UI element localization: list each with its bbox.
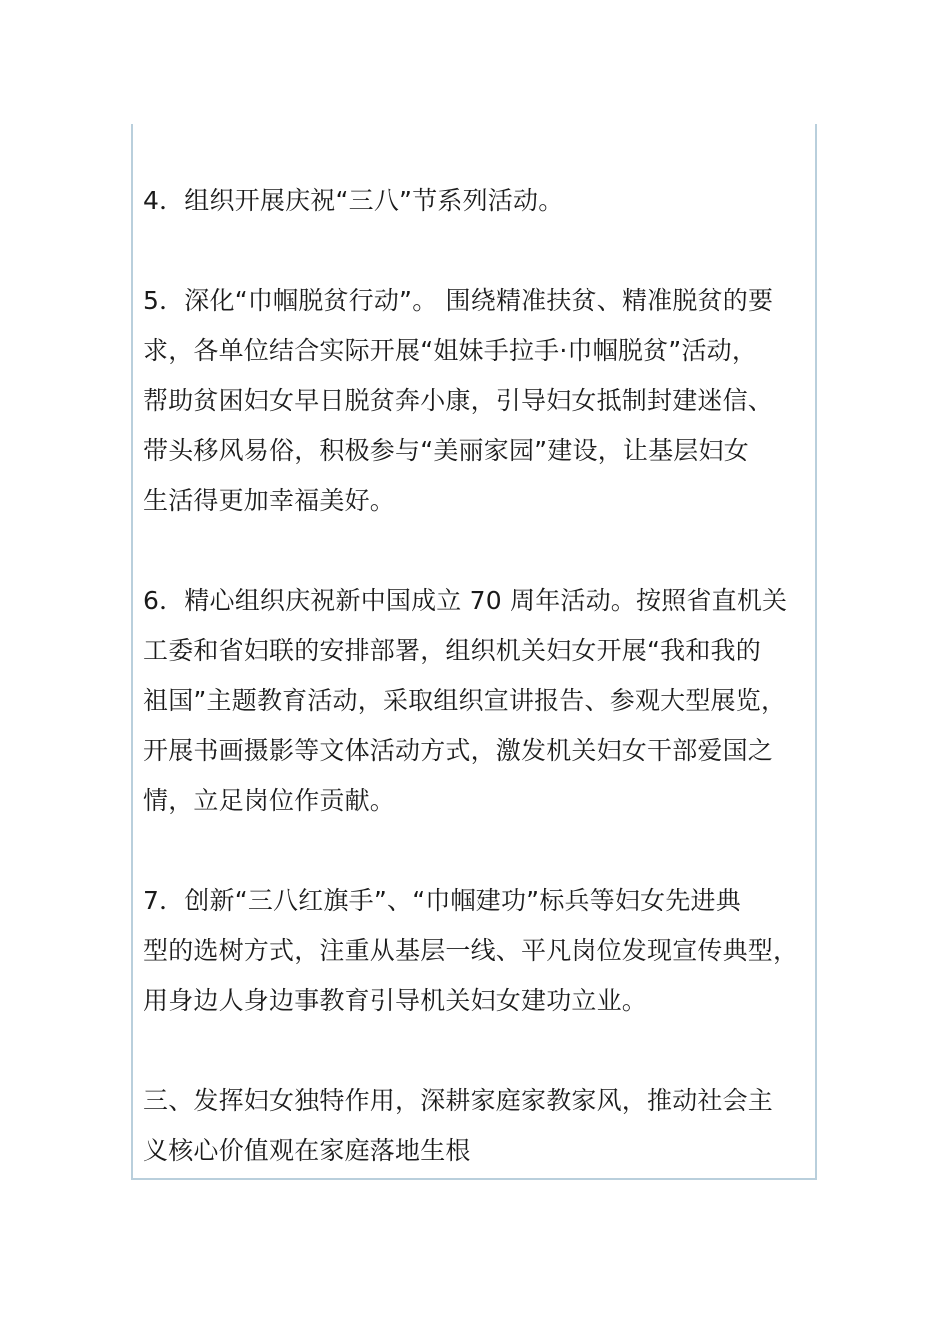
section-heading-3: 三、发挥妇女独特作用，深耕家庭家教家风，推动社会主 义核心价值观在家庭落地生根 bbox=[143, 1086, 774, 1165]
document-body bbox=[143, 176, 808, 1226]
paragraph-item-5: 5．深化“巾帼脱贫行动”。 围绕精准扶贫、精准脱贫的要 求，各单位结合实际开展“姐妹手拉手·巾帼脱贫”活动， 帮助贫困妇女早日脱贫奔小康，引导妇女抵制封建迷信、 带头移风易俗，积极参与“美丽家园”建设，让基层妇女 生活得更加幸福美好。 bbox=[143, 286, 774, 515]
paragraph-item-4: 4．组织开展庆祝“三八”节系列活动。 bbox=[143, 186, 564, 215]
paragraph-item-6: 6．精心组织庆祝新中国成立 70 周年活动。按照省直机关 工委和省妇联的安排部署，组织机关妇女开展“我和我的 祖国”主题教育活动，采取组织宣讲报告、参观大型展览， 开展书画摄影等文体活动方式，激发机关妇女干部爱国之 情，立足岗位作贡献。 bbox=[143, 586, 788, 815]
paragraph-item-7: 7．创新“三八红旗手”、“巾帼建功”标兵等妇女先进典 型的选树方式，注重从基层一线、平凡岗位发现宣传典型， 用身边人身边事教育引导机关妇女建功立业。 bbox=[143, 886, 799, 1015]
